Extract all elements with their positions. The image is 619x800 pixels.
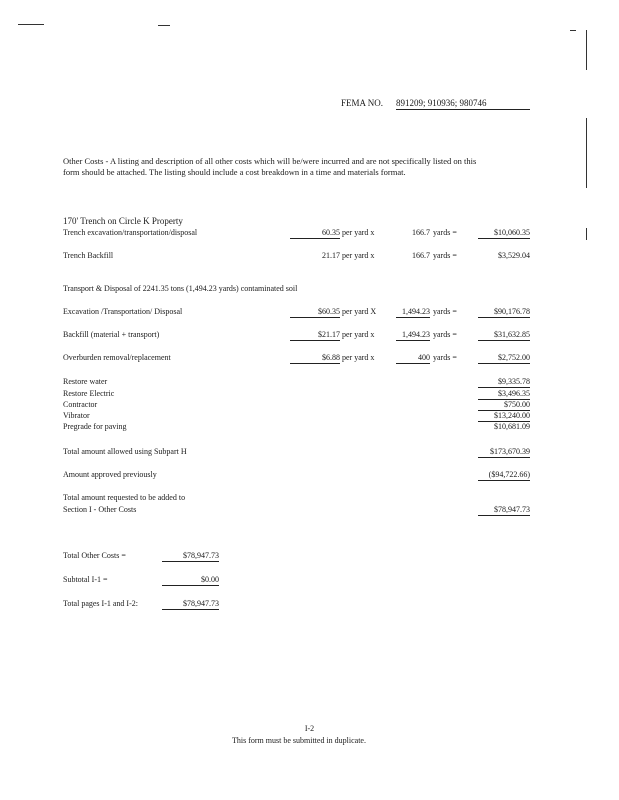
extra-total: $10,681.09 — [494, 422, 530, 431]
row-qty: 1,494.23 — [396, 307, 430, 318]
fema-label: FEMA NO. — [341, 98, 384, 108]
row-qty: 400 — [396, 353, 430, 364]
row-total: $10,060.35 — [478, 228, 530, 239]
row-qty-unit: yards = — [433, 330, 457, 339]
scan-mark — [158, 25, 170, 26]
row-label: Trench Backfill — [63, 251, 114, 260]
row-qty-unit: yards = — [433, 228, 457, 237]
scan-mark — [570, 30, 576, 31]
approved-value: ($94,722.66) — [478, 470, 530, 481]
row-rate: $60.35 — [290, 307, 340, 318]
row-qty: 166.7 — [412, 251, 430, 260]
row-rate: $21.17 — [290, 330, 340, 341]
row-qty-unit: yards = — [433, 353, 457, 362]
page-number: I-2 — [304, 724, 315, 733]
row-rate: 60.35 — [290, 228, 340, 239]
footer-note: This form must be submitted in duplicate. — [232, 736, 366, 745]
row-total: $3,529.04 — [498, 251, 530, 260]
section-2-title: Transport & Disposal of 2241.35 tons (1,494.23 yards) contaminated soil — [63, 284, 298, 293]
other-costs-intro: Other Costs - A listing and description of all other costs which will be/were incurred and are not specifically listed on this form should be attached. The listing should include a cost breakdown in a time and materials format. — [63, 156, 477, 177]
total-label: Total Other Costs = — [63, 551, 126, 560]
total-value: $78,947.73 — [162, 599, 219, 610]
row-qty-unit: yards = — [433, 251, 457, 260]
allowed-value: $173,670.39 — [478, 447, 530, 458]
row-label: Overburden removal/replacement — [63, 353, 171, 362]
row-unit: per yard x — [342, 353, 375, 362]
extra-label: Vibrator — [63, 411, 90, 420]
row-total: $90,176.78 — [478, 307, 530, 318]
extra-total: $750.00 — [478, 400, 530, 411]
row-unit: per yard x — [342, 330, 375, 339]
row-total: $2,752.00 — [478, 353, 530, 364]
scan-mark — [586, 30, 587, 70]
allowed-label: Total amount allowed using Subpart H — [63, 447, 187, 456]
extra-label: Restore Electric — [63, 389, 115, 398]
scan-mark — [18, 24, 44, 25]
row-total: $31,632.85 — [478, 330, 530, 341]
scan-mark — [586, 228, 587, 240]
row-qty: 166.7 — [412, 228, 430, 237]
row-qty: 1,494.23 — [396, 330, 430, 341]
row-label: Backfill (material + transport) — [63, 330, 160, 339]
row-qty-unit: yards = — [433, 307, 457, 316]
requested-value: $78,947.73 — [478, 505, 530, 516]
extra-total: $9,335.78 — [478, 377, 530, 388]
total-value: $78,947.73 — [162, 551, 219, 562]
row-rate: $6.88 — [290, 353, 340, 364]
extra-label: Restore water — [63, 377, 108, 386]
row-label: Trench excavation/transportation/disposal — [63, 228, 198, 237]
requested-label-line-2: Section I - Other Costs — [63, 505, 137, 514]
total-value: $0.00 — [162, 575, 219, 586]
extra-label: Pregrade for paving — [63, 422, 127, 431]
row-unit: per yard x — [342, 251, 375, 260]
extra-total: $3,496.35 — [478, 389, 530, 400]
extra-label: Contractor — [63, 400, 98, 409]
fema-number: 891209; 910936; 980746 — [396, 98, 530, 110]
row-label: Excavation /Transportation/ Disposal — [63, 307, 183, 316]
total-label: Subtotal I-1 = — [63, 575, 108, 584]
section-1-title: 170' Trench on Circle K Property — [63, 216, 183, 226]
row-unit: per yard X — [342, 307, 377, 316]
total-label: Total pages I-1 and I-2: — [63, 599, 138, 608]
extra-total: $13,240.00 — [478, 411, 530, 422]
scan-mark — [586, 118, 587, 188]
row-unit: per yard x — [342, 228, 375, 237]
row-rate: 21.17 — [322, 251, 340, 260]
requested-label-line-1: Total amount requested to be added to — [63, 493, 186, 502]
approved-label: Amount approved previously — [63, 470, 157, 479]
